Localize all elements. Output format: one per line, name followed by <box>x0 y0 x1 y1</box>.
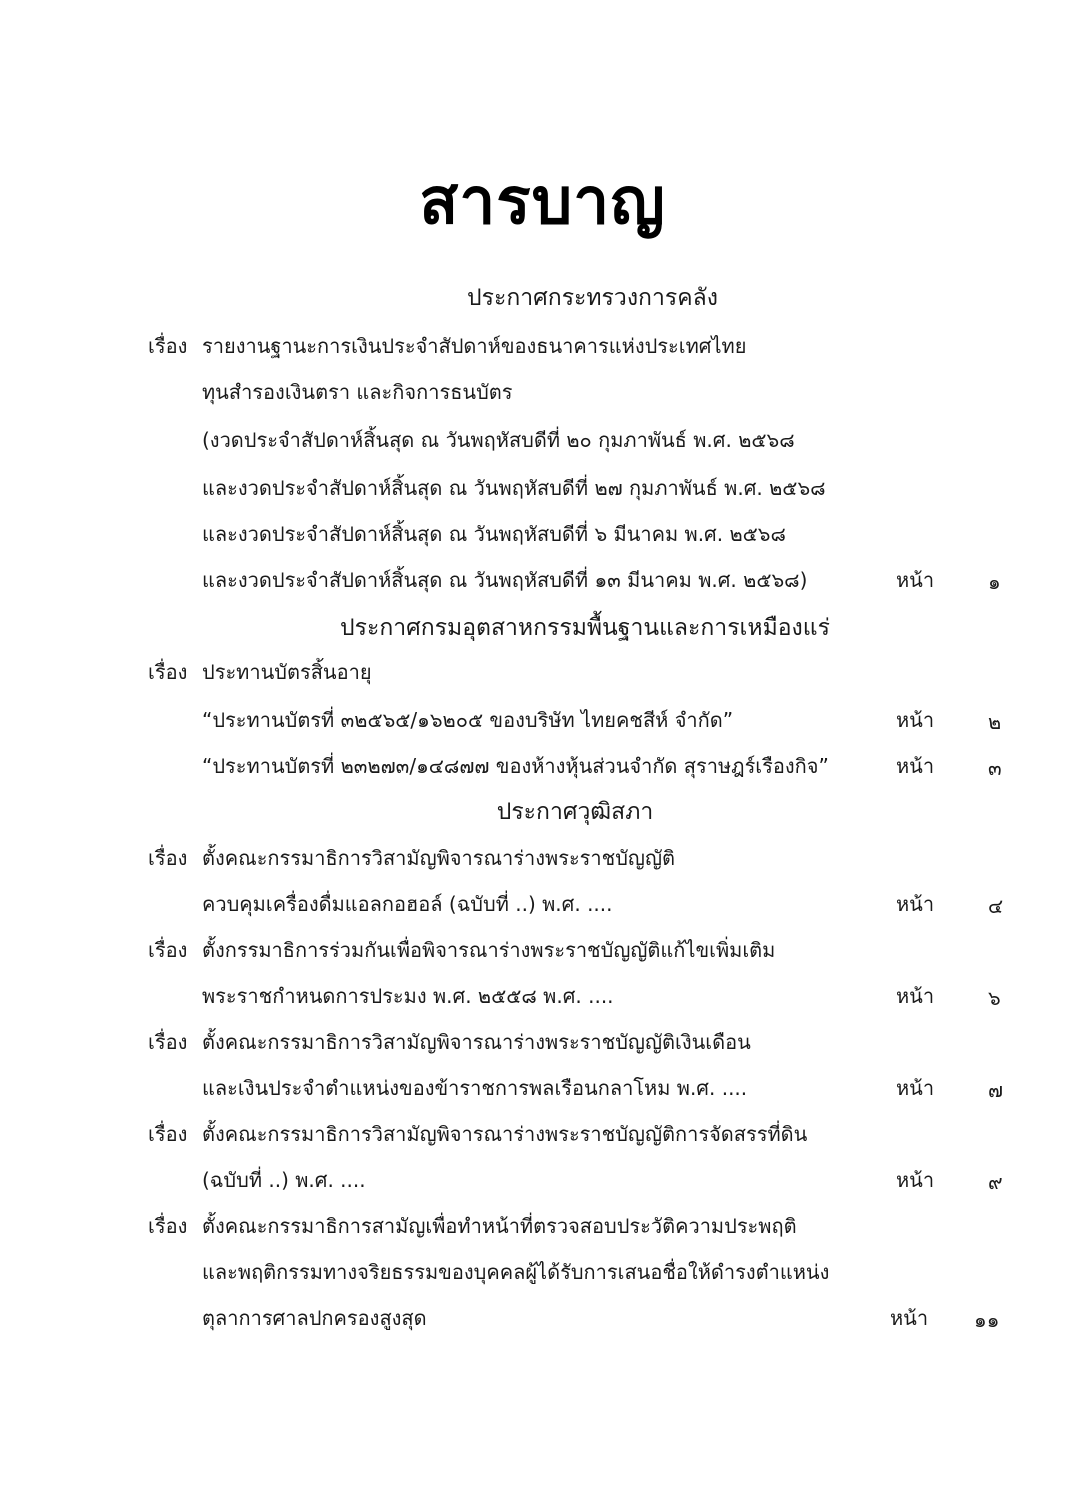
entry-line: (ฉบับที่ ..) พ.ศ. .... <box>202 1168 366 1192</box>
subject-label: เรื่อง <box>148 1030 188 1054</box>
entry-line: และงวดประจำสัปดาห์สิ้นสุด ณ วันพฤหัสบดีที่ ๒๗ กุมภาพันธ์ พ.ศ. ๒๕๖๘ <box>202 476 826 500</box>
entry-line: และพฤติกรรมทางจริยธรรมของบุคคลผู้ได้รับการเสนอชื่อให้ดำรงตำแหน่ง <box>202 1260 830 1284</box>
entry-line: ตั้งคณะกรรมาธิการวิสามัญพิจารณาร่างพระราชบัญญัติ <box>202 846 675 870</box>
page-label: หน้า <box>896 708 935 732</box>
entry-line: และงวดประจำสัปดาห์สิ้นสุด ณ วันพฤหัสบดีที่ ๑๓ มีนาคม พ.ศ. ๒๕๖๘) <box>202 568 808 592</box>
page-number: ๒ <box>988 710 1002 734</box>
entry-line: ตั้งคณะกรรมาธิการวิสามัญพิจารณาร่างพระราชบัญญัติเงินเดือน <box>202 1030 751 1054</box>
section-heading-finance: ประกาศกระทรวงการคลัง <box>467 285 718 311</box>
subject-label: เรื่อง <box>148 1214 188 1238</box>
entry-line: ตั้งกรรมาธิการร่วมกันเพื่อพิจารณาร่างพระราชบัญญัติแก้ไขเพิ่มเติม <box>202 938 776 962</box>
page-number: ๗ <box>988 1078 1004 1102</box>
page-number: ๓ <box>988 756 1002 780</box>
page-number: ๑ <box>988 570 1001 594</box>
page-label: หน้า <box>896 754 935 778</box>
page-title: สารบาญ <box>419 164 666 239</box>
subject-label: เรื่อง <box>148 938 188 962</box>
entry-line: ประทานบัตรสิ้นอายุ <box>202 660 372 684</box>
page-label: หน้า <box>896 984 935 1008</box>
page-label: หน้า <box>890 1306 929 1330</box>
entry-line: ควบคุมเครื่องดื่มแอลกอฮอล์ (ฉบับที่ ..) พ.ศ. .... <box>202 892 613 916</box>
page-number: ๙ <box>988 1170 1003 1194</box>
entry-line: รายงานฐานะการเงินประจำสัปดาห์ของธนาคารแห่งประเทศไทย <box>202 334 747 358</box>
entry-line: พระราชกำหนดการประมง พ.ศ. ๒๕๕๘ พ.ศ. .... <box>202 984 614 1008</box>
section-heading-senate: ประกาศวุฒิสภา <box>496 799 654 825</box>
section-heading-mining: ประกาศกรมอุตสาหกรรมพื้นฐานและการเหมืองแร่ <box>340 615 830 641</box>
page-label: หน้า <box>896 568 935 592</box>
page-label: หน้า <box>896 1076 935 1100</box>
entry-line: ตั้งคณะกรรมาธิการวิสามัญพิจารณาร่างพระราชบัญญัติการจัดสรรที่ดิน <box>202 1122 808 1146</box>
entry-line: “ประทานบัตรที่ ๓๒๕๖๕/๑๖๒๐๕ ของบริษัท ไทยคชสีห์ จำกัด” <box>202 708 734 732</box>
entry-line: ตุลาการศาลปกครองสูงสุด <box>202 1306 427 1330</box>
page-number: ๔ <box>988 894 1004 918</box>
page-number: ๖ <box>988 986 1001 1010</box>
entry-line: “ประทานบัตรที่ ๒๓๒๗๓/๑๔๘๗๗ ของห้างหุ้นส่วนจำกัด สุราษฎร์เรืองกิจ” <box>202 754 829 778</box>
entry-line: (งวดประจำสัปดาห์สิ้นสุด ณ วันพฤหัสบดีที่ ๒๐ กุมภาพันธ์ พ.ศ. ๒๕๖๘ <box>202 428 795 452</box>
entry-line: ทุนสำรองเงินตรา และกิจการธนบัตร <box>202 380 513 404</box>
page-label: หน้า <box>896 892 935 916</box>
subject-label: เรื่อง <box>148 1122 188 1146</box>
subject-label: เรื่อง <box>148 334 188 358</box>
page-number: ๑๑ <box>974 1308 1000 1332</box>
entry-line: ตั้งคณะกรรมาธิการสามัญเพื่อทำหน้าที่ตรวจสอบประวัติความประพฤติ <box>202 1214 797 1238</box>
subject-label: เรื่อง <box>148 846 188 870</box>
entry-line: และงวดประจำสัปดาห์สิ้นสุด ณ วันพฤหัสบดีที่ ๖ มีนาคม พ.ศ. ๒๕๖๘ <box>202 522 786 546</box>
subject-label: เรื่อง <box>148 660 188 684</box>
page-label: หน้า <box>896 1168 935 1192</box>
entry-line: และเงินประจำตำแหน่งของข้าราชการพลเรือนกลาโหม พ.ศ. .... <box>202 1076 748 1100</box>
